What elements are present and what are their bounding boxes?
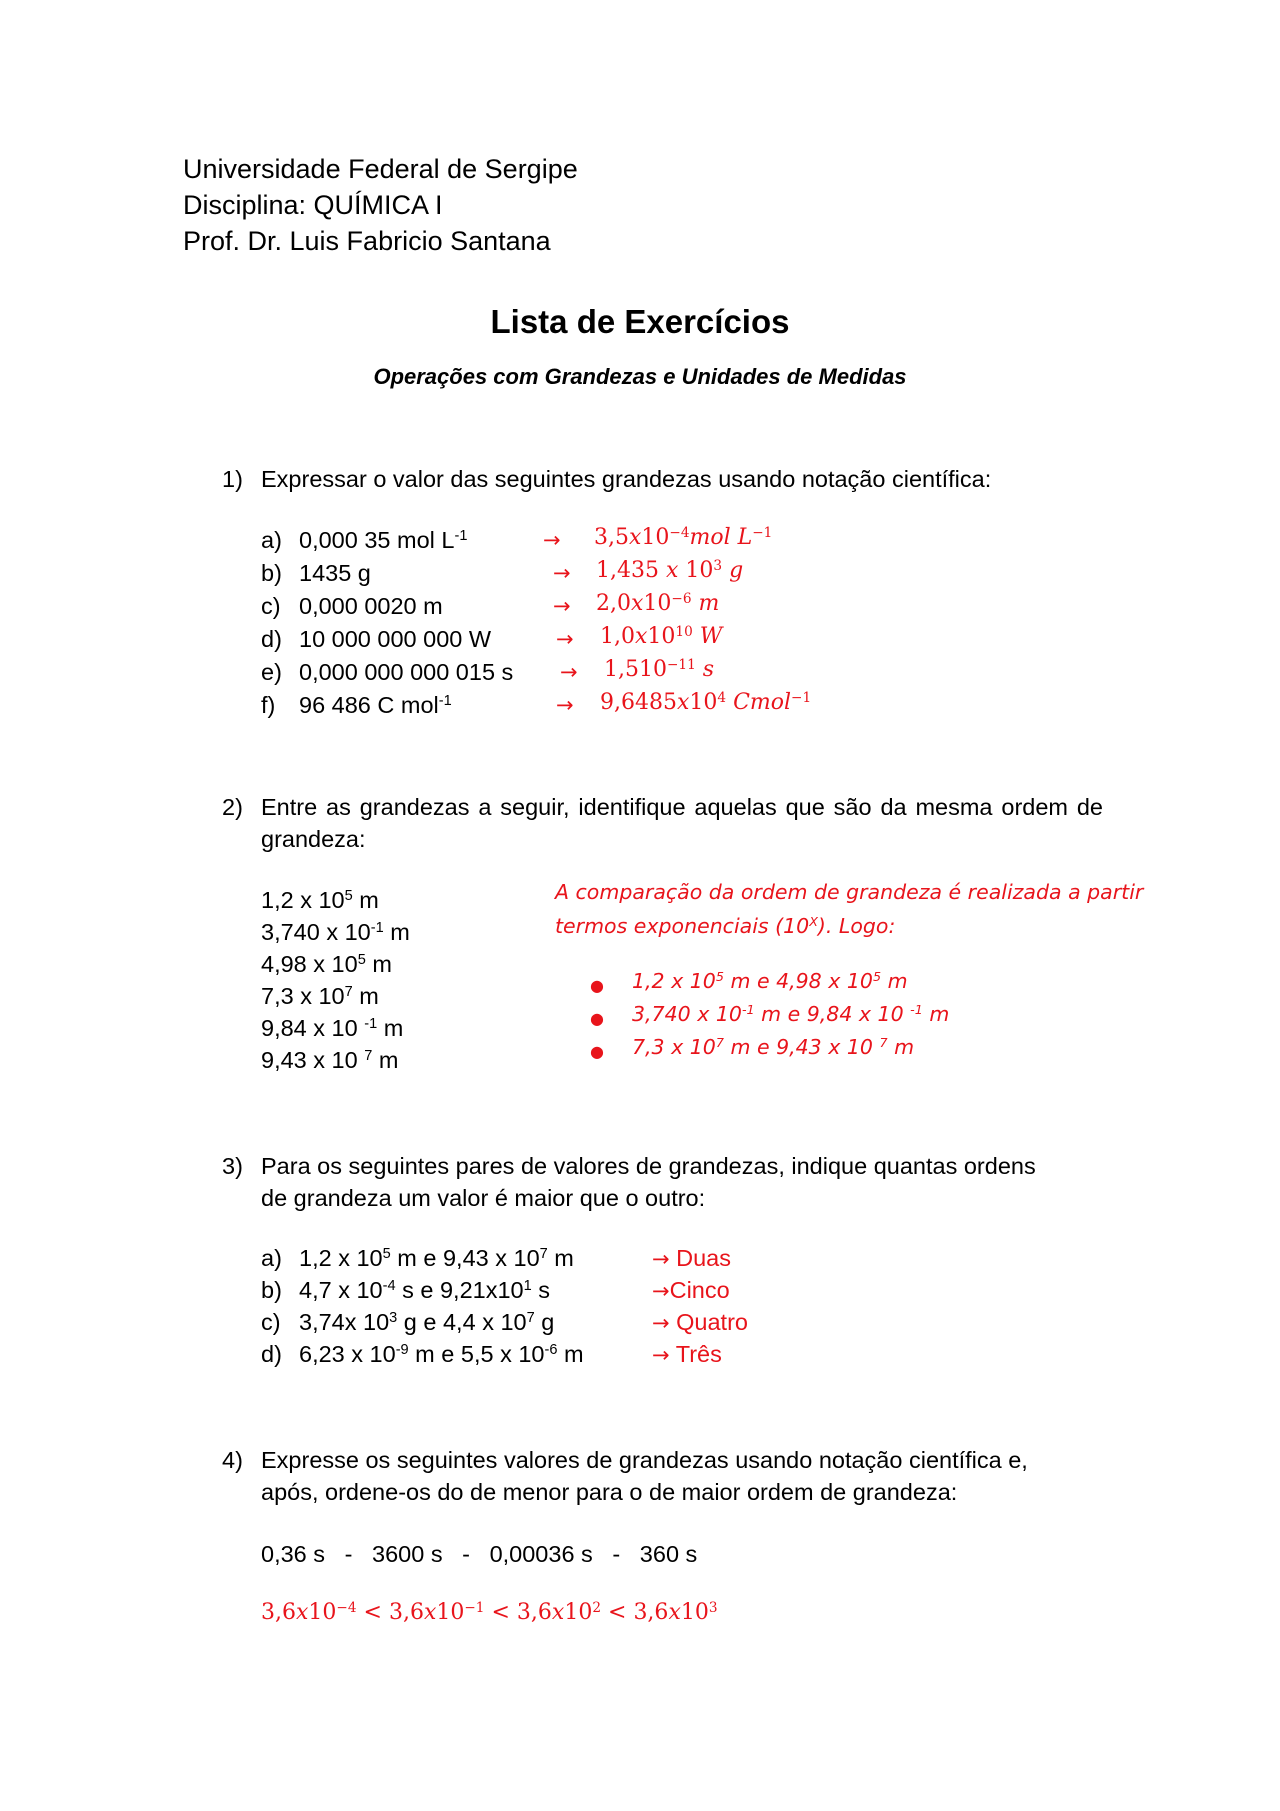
- question-4-text-line1: Expresse os seguintes valores de grandezas usando notação científica e,: [261, 1447, 1028, 1473]
- question-3-text-line1: Para os seguintes pares de valores de grandezas, indique quantas ordens: [261, 1153, 1036, 1179]
- q2-value: 9,84 x 10 $^{-1}$ m: [261, 1015, 404, 1041]
- arrow-icon: →: [543, 528, 561, 552]
- bullet-icon: ●: [590, 1009, 604, 1028]
- question-4-number: 4): [222, 1447, 243, 1473]
- q3-item-letter: c): [261, 1309, 281, 1335]
- q3-item-value: 1,2 x $10^5$ m e 9,43 x $10^7$ m: [299, 1245, 574, 1271]
- q1-item-letter: d): [261, 626, 282, 652]
- discipline-line: Disciplina: QUÍMICA I: [183, 190, 443, 220]
- q4-answer: $3,6x10^{-4} < 3,6x10^{-1} < 3,6x10^2 < 3,6x10^3$: [261, 1599, 718, 1625]
- q2-value: 7,3 x $10^7$ m: [261, 983, 379, 1009]
- q2-answer-bullet: 1,2 x $10^5$ m e 4,98 x $10^5$ m: [632, 969, 908, 993]
- q1-item-letter: e): [261, 659, 282, 685]
- q3-item-value: 3,74x $10^3$ g e 4,4 x $10^7$ g: [299, 1309, 555, 1335]
- q2-value: 1,2 x $10^5$ m: [261, 887, 379, 913]
- q4-values-line: 0,36 s - 3600 s - 0,00036 s - 360 s: [261, 1541, 698, 1567]
- q2-value: 3,740 x $10^{-1}$ m: [261, 919, 410, 945]
- q3-item-answer: → Duas: [652, 1245, 732, 1271]
- q1-item-answer: $1,0x10^{10}$ W: [600, 623, 723, 649]
- question-3-number: 3): [222, 1153, 243, 1179]
- q3-item-answer: → Quatro: [652, 1309, 748, 1335]
- arrow-icon: →: [652, 1247, 670, 1271]
- q2-value: 4,98 x $10^5$ m: [261, 951, 392, 977]
- university-name: Universidade Federal de Sergipe: [183, 154, 578, 184]
- arrow-icon: →: [652, 1343, 670, 1367]
- q1-item-answer: $1,510^{-11}$ s: [604, 656, 715, 682]
- q1-item-value: 1435 g: [299, 560, 371, 586]
- q1-item-value: 96 486 C mol$^{-1}$: [299, 692, 452, 718]
- q1-item-answer: $2,0x10^{-6}$ m: [596, 590, 720, 616]
- question-2-text: Entre as grandezas a seguir, identifique aquelas que são da mesma ordem de grandeza:: [261, 794, 1103, 852]
- q2-answer-bullet: 3,740 x $10^{-1}$ m e 9,84 x 10 $^{-1}$ m: [632, 1002, 950, 1026]
- bullet-icon: ●: [590, 976, 604, 995]
- q1-item-letter: f): [261, 692, 276, 718]
- arrow-icon: →: [652, 1311, 670, 1335]
- q3-item-letter: b): [261, 1277, 282, 1303]
- arrow-icon: →: [556, 627, 574, 651]
- question-4-text-line2: após, ordene-os do de menor para o de maior ordem de grandeza:: [261, 1479, 958, 1505]
- professor-line: Prof. Dr. Luis Fabricio Santana: [183, 226, 551, 256]
- q2-answer-line2: termos exponenciais $(10^X)$. Logo:: [555, 914, 896, 938]
- question-1-number: 1): [222, 466, 243, 492]
- arrow-icon: →: [556, 693, 574, 717]
- q1-item-value: 0,000 0020 m: [299, 593, 443, 619]
- q3-item-letter: a): [261, 1245, 282, 1271]
- q2-value: 9,43 x 10 $^7$ m: [261, 1047, 399, 1073]
- q2-answer-line1: A comparação da ordem de grandeza é realizada a partir: [555, 880, 1144, 904]
- q1-item-answer: $3,5x10^{-4}mol$ $L^{-1}$: [594, 524, 773, 550]
- arrow-icon: →: [652, 1279, 670, 1303]
- q1-item-value: 10 000 000 000 W: [299, 626, 492, 652]
- q1-item-letter: a): [261, 527, 282, 553]
- q1-item-answer: 1,435 x $10^3$ g: [596, 557, 744, 583]
- q1-item-value: 0,000 000 000 015 s: [299, 659, 514, 685]
- q3-item-answer: →Cinco: [652, 1277, 730, 1303]
- q3-item-value: 4,7 x $10^{-4}$ s e $9,21x10^1$ s: [299, 1277, 551, 1303]
- arrow-icon: →: [553, 561, 571, 585]
- q1-item-value: 0,000 35 mol $L^{-1}$: [299, 527, 468, 553]
- q3-item-letter: d): [261, 1341, 282, 1367]
- question-1-text: Expressar o valor das seguintes grandezas usando notação científica:: [261, 466, 992, 492]
- arrow-icon: →: [560, 660, 578, 684]
- arrow-icon: →: [553, 594, 571, 618]
- q2-answer-bullet: 7,3 x $10^7$ m e 9,43 x 10 $^7$ m: [632, 1035, 915, 1059]
- q1-item-answer: $9,6485x10^4$ Cmol$^{-1}$: [600, 689, 812, 715]
- q1-item-letter: c): [261, 593, 281, 619]
- question-2-number: 2): [222, 794, 243, 820]
- q3-item-answer: → Três: [652, 1341, 722, 1367]
- bullet-icon: ●: [590, 1042, 604, 1061]
- question-3-text-line2: de grandeza um valor é maior que o outro:: [261, 1185, 706, 1211]
- page-subtitle: Operações com Grandezas e Unidades de Medidas: [373, 364, 907, 389]
- page-title: Lista de Exercícios: [490, 303, 790, 340]
- q1-item-letter: b): [261, 560, 282, 586]
- q3-item-value: 6,23 x $10^{-9}$ m e 5,5 x $10^{-6}$ m: [299, 1341, 584, 1367]
